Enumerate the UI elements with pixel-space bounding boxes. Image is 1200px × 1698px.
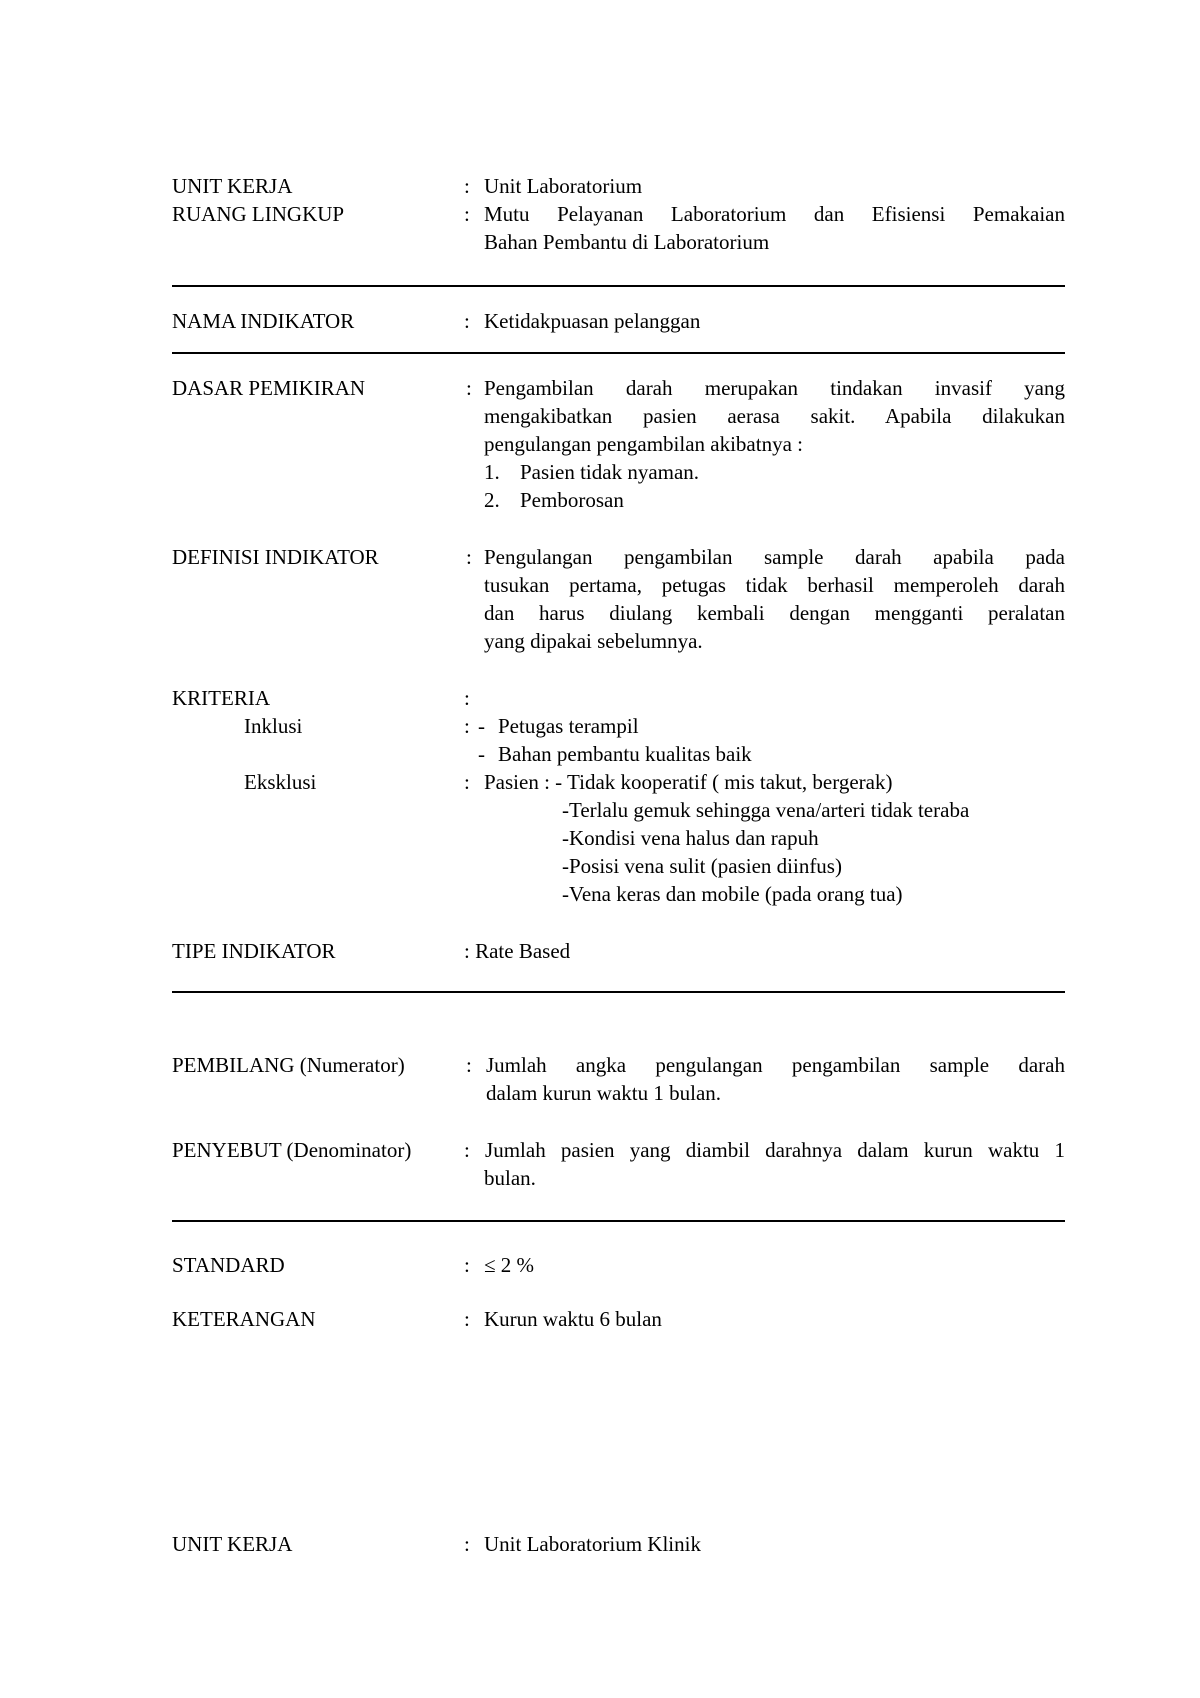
eksklusi-label: Eksklusi (244, 770, 317, 794)
dash: - (478, 742, 485, 766)
pembilang-line-2: dalam kurun waktu 1 bulan. (486, 1081, 722, 1105)
definisi-line-1: Pengulangan pengambilan sample darah apabila pada (484, 545, 1065, 569)
eksklusi-item: -Kondisi vena halus dan rapuh (562, 826, 819, 850)
eksklusi-item: -Posisi vena sulit (pasien diinfus) (562, 854, 842, 878)
penyebut-line-1: : Jumlah pasien yang diambil darahnya dalam kurun waktu 1 (464, 1138, 1065, 1162)
ruang-lingkup-line-1: Mutu Pelayanan Laboratorium dan Efisiensi Pemakaian (484, 202, 1065, 226)
standard-value: ≤ 2 % (484, 1253, 535, 1277)
colon: : (464, 1253, 470, 1277)
colon: : (464, 1532, 470, 1556)
list-item: Pemborosan (520, 488, 624, 512)
colon: : (466, 545, 472, 569)
divider-line (172, 285, 1065, 287)
colon: : (464, 202, 470, 226)
dasar-pemikiran-line-1: Pengambilan darah merupakan tindakan invasif yang (484, 376, 1065, 400)
divider-line (172, 991, 1065, 993)
colon: : (464, 686, 470, 710)
pembilang-line-1: Jumlah angka pengulangan pengambilan sample darah (486, 1053, 1065, 1077)
tipe-indikator-value: : Rate Based (464, 939, 571, 963)
kriteria-label: KRITERIA (172, 686, 270, 710)
ruang-lingkup-label: RUANG LINGKUP (172, 202, 345, 226)
definisi-indikator-label: DEFINISI INDIKATOR (172, 545, 379, 569)
dasar-pemikiran-line-2: mengakibatkan pasien aerasa sakit. Apabila dilakukan (484, 404, 1065, 428)
colon: : (464, 174, 470, 198)
nama-indikator-value: Ketidakpuasan pelanggan (484, 309, 701, 333)
list-number: 2. (484, 488, 500, 512)
pembilang-label: PEMBILANG (Numerator) (172, 1053, 405, 1077)
colon: : (466, 1053, 472, 1077)
divider-line (172, 352, 1065, 354)
colon: : (464, 309, 470, 333)
inklusi-item: Bahan pembantu kualitas baik (498, 742, 752, 766)
nama-indikator-label: NAMA INDIKATOR (172, 309, 355, 333)
list-number: 1. (484, 460, 500, 484)
penyebut-line-2: bulan. (484, 1166, 536, 1190)
dasar-pemikiran-label: DASAR PEMIKIRAN (172, 376, 366, 400)
eksklusi-item: -Vena keras dan mobile (pada orang tua) (562, 882, 903, 906)
definisi-line-3: dan harus diulang kembali dengan mengganti peralatan (484, 601, 1065, 625)
keterangan-label: KETERANGAN (172, 1307, 316, 1331)
divider-line (172, 1220, 1065, 1222)
unit-kerja-label: UNIT KERJA (172, 174, 293, 198)
unit-kerja-label: UNIT KERJA (172, 1532, 293, 1556)
ruang-lingkup-line-2: Bahan Pembantu di Laboratorium (484, 230, 770, 254)
inklusi-item: Petugas terampil (498, 714, 639, 738)
keterangan-value: Kurun waktu 6 bulan (484, 1307, 662, 1331)
dasar-pemikiran-line-3: pengulangan pengambilan akibatnya : (484, 432, 803, 456)
eksklusi-item: -Terlalu gemuk sehingga vena/arteri tidak teraba (562, 798, 970, 822)
dash: - (478, 714, 485, 738)
colon: : (464, 770, 470, 794)
colon: : (466, 376, 472, 400)
list-item: Pasien tidak nyaman. (520, 460, 700, 484)
colon: : (464, 714, 470, 738)
unit-kerja-value: Unit Laboratorium Klinik (484, 1532, 701, 1556)
tipe-indikator-label: TIPE INDIKATOR (172, 939, 336, 963)
inklusi-label: Inklusi (244, 714, 303, 738)
standard-label: STANDARD (172, 1253, 285, 1277)
definisi-line-2: tusukan pertama, petugas tidak berhasil memperoleh darah (484, 573, 1065, 597)
unit-kerja-value: Unit Laboratorium (484, 174, 643, 198)
definisi-line-4: yang dipakai sebelumnya. (484, 629, 703, 653)
colon: : (464, 1307, 470, 1331)
penyebut-label: PENYEBUT (Denominator) (172, 1138, 412, 1162)
eksklusi-lead: Pasien : - Tidak kooperatif ( mis takut, bergerak) (484, 770, 893, 794)
